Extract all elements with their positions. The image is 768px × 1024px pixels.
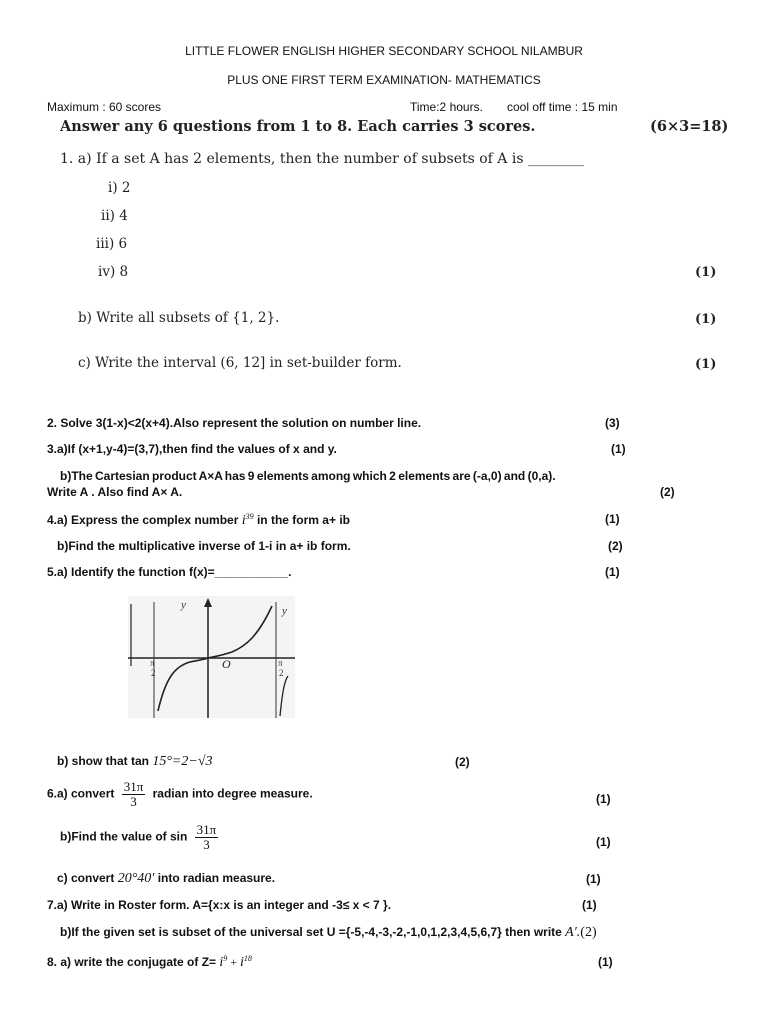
q1-part-a: 1. a) If a set A has 2 elements, then the number of subsets of A is ________ — [60, 151, 584, 167]
q1-option-3: iii) 6 — [96, 236, 128, 252]
q1-c-mark: (1) — [695, 357, 717, 372]
q1-a-mark: (1) — [695, 265, 717, 280]
max-score: Maximum : 60 scores — [47, 100, 162, 114]
pos-pi-numerator: π — [278, 658, 283, 668]
q3-a-mark: (1) — [611, 442, 626, 456]
q1-option-4: iv) 8 — [98, 264, 129, 280]
y-label-right: y — [282, 605, 287, 617]
q1-b-mark: (1) — [695, 312, 717, 327]
exam-title: PLUS ONE FIRST TERM EXAMINATION- MATHEMATICS — [227, 73, 541, 87]
q5-b-mark: (2) — [455, 755, 470, 769]
q7-a-mark: (1) — [582, 898, 597, 912]
section-instruction: Answer any 6 questions from 1 to 8. Each carries 3 scores. — [60, 118, 536, 135]
q3-part-b-line2: Write A . Also find A× A. — [47, 485, 183, 499]
section-marks: (6×3=18) — [650, 118, 729, 135]
q3-part-a: 3.a)If (x+1,y-4)=(3,7),then find the values of x and y. — [47, 442, 337, 456]
q2-mark: (3) — [605, 416, 620, 430]
q7-part-a: 7.a) Write in Roster form. A={x:x is an integer and -3≤ x < 7 }. — [47, 898, 392, 912]
q3-b-mark: (2) — [660, 485, 675, 499]
tangent-graph — [128, 596, 295, 718]
q6-part-b: b)Find the value of sin $\frac{31\pi}{3}$ — [60, 822, 217, 852]
q1-option-2: ii) 4 — [101, 208, 128, 224]
q3-part-b-line1: b)The Cartesian product A×A has 9 elements among which 2 elements are (-a,0) and (0,a). — [60, 469, 556, 483]
q4-part-a: 4.a) Express the complex number $i^{39}$ in the form a+ ib — [47, 512, 350, 528]
pos-pi-denominator: 2 — [279, 668, 284, 678]
q6-c-mark: (1) — [586, 872, 601, 886]
q1-option-1: i) 2 — [108, 180, 131, 196]
tangent-graph-svg — [128, 596, 295, 718]
q6-b-mark: (1) — [596, 835, 611, 849]
q4-part-b: b)Find the multiplicative inverse of 1-i in a+ ib form. — [57, 539, 351, 553]
q8-a-mark: (1) — [598, 955, 613, 969]
fraction-31pi-over-3: $\frac{31\pi}{3}$ — [123, 779, 144, 809]
q1-part-b: b) Write all subsets of {1, 2}. — [78, 310, 280, 326]
school-name: LITTLE FLOWER ENGLISH HIGHER SECONDARY SCHOOL NILAMBUR — [185, 44, 583, 58]
q2-text: 2. Solve 3(1-x)<2(x+4).Also represent the solution on number line. — [47, 416, 422, 430]
q6-part-c: c) convert 20°40′ into radian measure. — [57, 871, 276, 886]
fraction-31pi-over-3-sin: $\frac{31\pi}{3}$ — [196, 822, 217, 852]
exam-time: Time:2 hours. — [410, 100, 483, 114]
q4-a-mark: (1) — [605, 512, 620, 526]
q7-part-b: b)If the given set is subset of the universal set U ={-5,-4,-3,-2,-1,0,1,2,3,4,5,6,7} then write A′.(2) — [60, 925, 597, 940]
q8-part-a: 8. a) write the conjugate of $Z= i^9 + i^{18}$ — [47, 954, 252, 970]
q4-b-mark: (2) — [608, 539, 623, 553]
q1-part-c: c) Write the interval (6, 12] in set-builder form. — [78, 355, 402, 371]
cool-off-time: cool off time : 15 min — [507, 100, 618, 114]
q5-part-b: b) show that tan 15°=2−√3 — [57, 754, 213, 769]
origin-label: O — [222, 657, 231, 671]
neg-pi-denominator: 2 — [151, 668, 156, 678]
neg-pi-numerator: π — [150, 658, 155, 668]
q6-a-mark: (1) — [596, 792, 611, 806]
y-label-left: y — [181, 599, 186, 611]
q6-part-a: 6.a) convert $\frac{31\pi}{3}$ radian into degree measure. — [47, 779, 313, 809]
q5-part-a: 5.a) Identify the function f(x)=___________. — [47, 565, 292, 579]
q5-a-mark: (1) — [605, 565, 620, 579]
